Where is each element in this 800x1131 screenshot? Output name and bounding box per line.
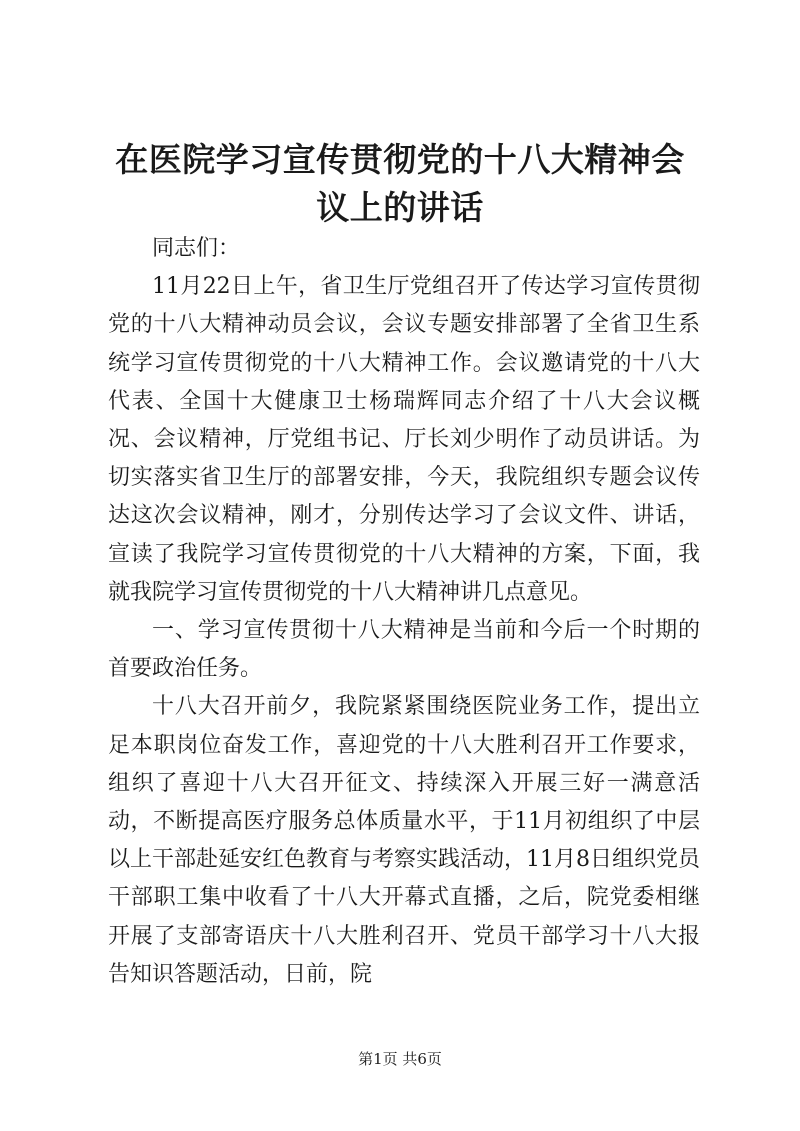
paragraph: 11月22日上午，省卫生厅党组召开了传达学习宣传贯彻党的十八大精神动员会议，会议专题安排部署了全省卫生系统学习宣传贯彻党的十八大精神工作。会议邀请党的十八大代表、全国十大健康卫士杨瑞辉同志介绍了十八大会议概况、会议精神，厅党组书记、厅长刘少明作了动员讲话。为切实落实省卫生厅的部署安排，今天，我院组织专题会议传达这次会议精神，刚才，分别传达学习了会议文件、讲话，宣读了我院学习宣传贯彻党的十八大精神的方案，下面，我就我院学习宣传贯彻党的十八大精神讲几点意见。 bbox=[108, 274, 700, 605]
section-heading: 一、学习宣传贯彻十八大精神是当前和今后一个时期的首要政治任务。 bbox=[108, 618, 700, 682]
page-footer: 第1页 共6页 bbox=[358, 1050, 442, 1068]
salutation: 同志们： bbox=[152, 236, 241, 261]
document-body bbox=[108, 230, 700, 994]
paragraph: 十八大召开前夕，我院紧紧围绕医院业务工作，提出立足本职岗位奋发工作，喜迎党的十八大胜利召开工作要求，组织了喜迎十八大召开征文、持续深入开展三好一满意活动，不断提高医疗服务总体质量水平，于11月初组织了中层以上干部赴延安红色教育与考察实践活动，11月8日组织党员干部职工集中收看了十八大开幕式直播，之后，院党委相继开展了支部寄语庆十八大胜利召开、党员干部学习十八大报告知识答题活动，日前，院 bbox=[108, 694, 700, 987]
document-title: 在医院学习宣传贯彻党的十八大精神会议上的讲话 bbox=[115, 140, 685, 227]
